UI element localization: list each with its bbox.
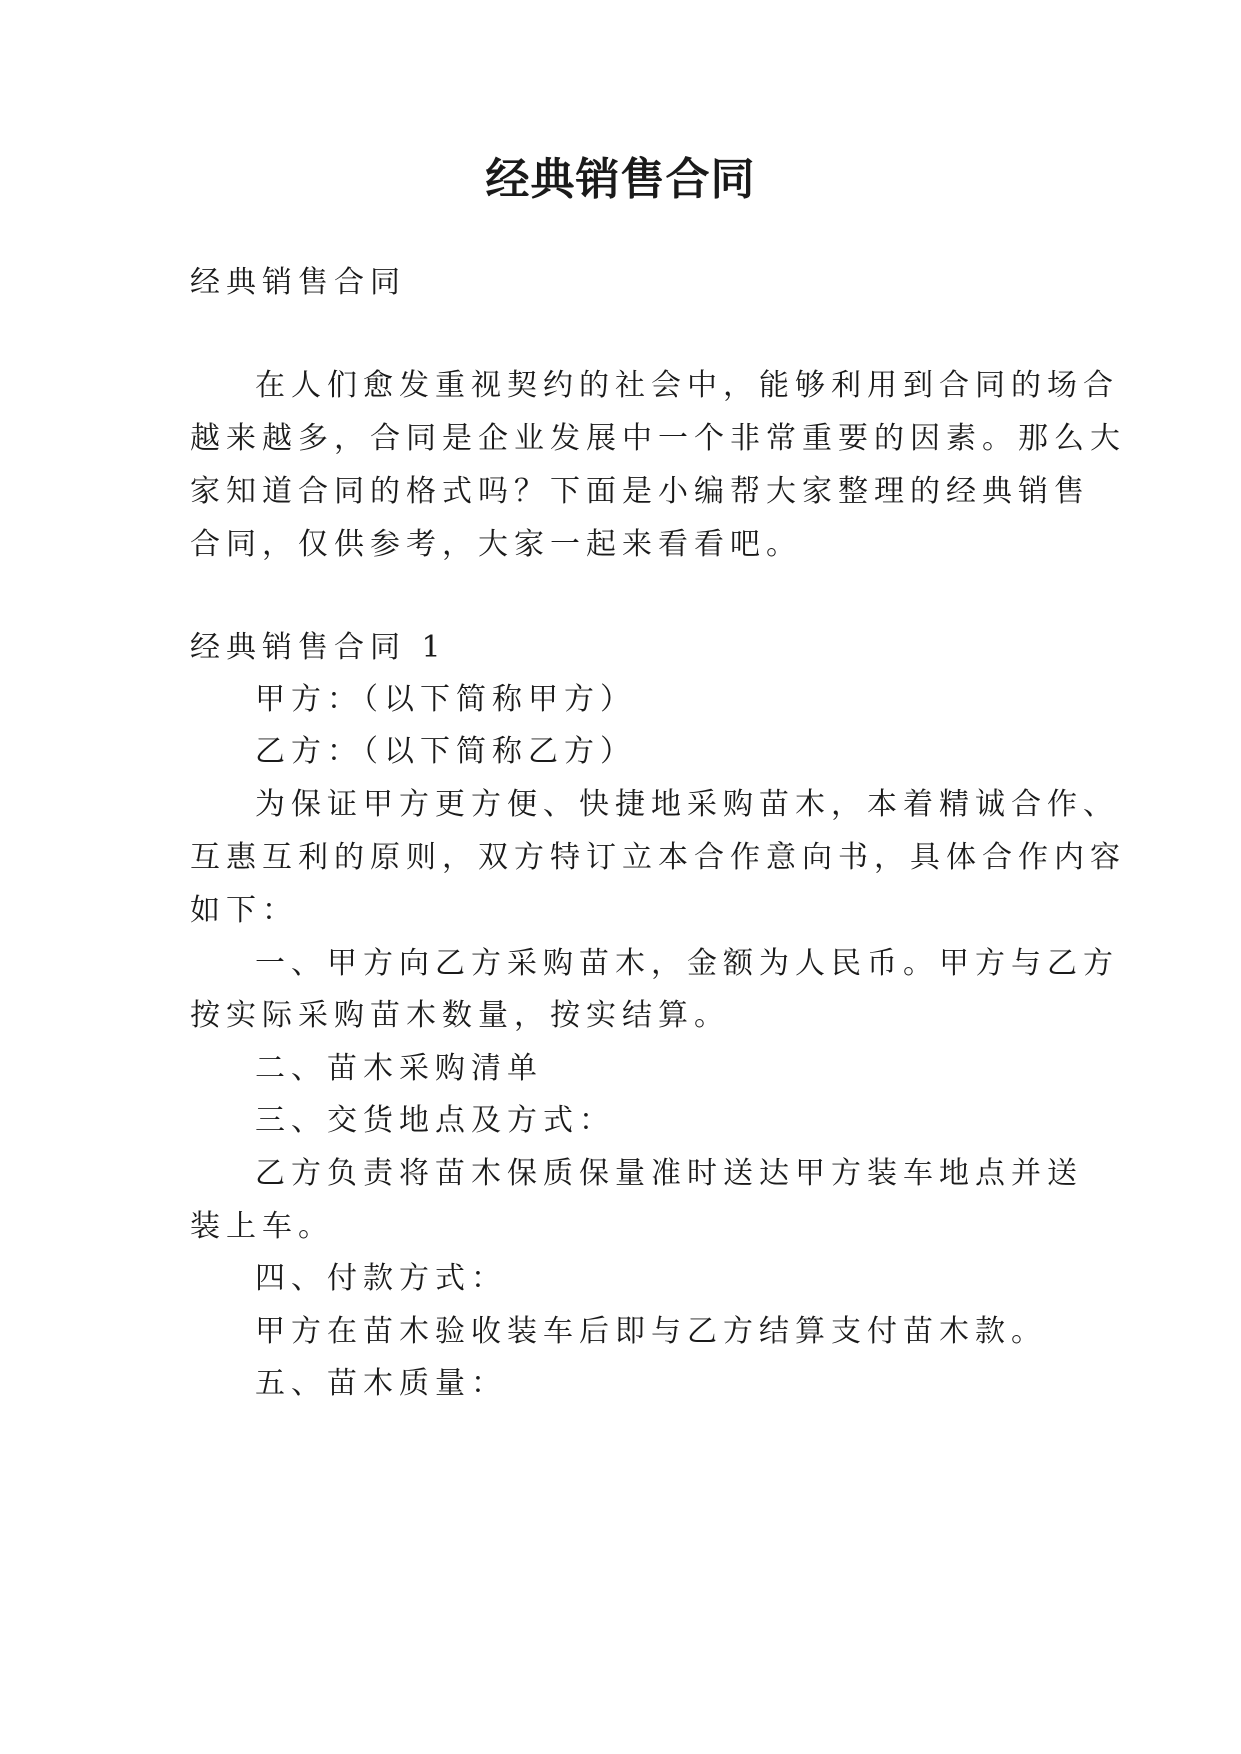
- party-b: 乙方：（以下简称乙方）: [255, 734, 636, 769]
- clause-1-line: 按实际采购苗木数量，按实结算。: [190, 998, 730, 1033]
- clause-3-body: 乙方负责将苗木保质保量准时送达甲方装车地点并送: [255, 1156, 1083, 1191]
- intro-line: 家知道合同的格式吗？下面是小编帮大家整理的经典销售: [190, 474, 1090, 509]
- purpose-line: 如下：: [190, 893, 298, 928]
- clause-3-title: 三、交货地点及方式：: [255, 1103, 615, 1138]
- intro-line: 合同，仅供参考，大家一起来看看吧。: [190, 527, 802, 562]
- intro-line: 在人们愈发重视契约的社会中，能够利用到合同的场合: [255, 368, 1119, 403]
- clause-4-title: 四、付款方式：: [255, 1261, 507, 1296]
- purpose-line: 互惠互利的原则，双方特订立本合作意向书，具体合作内容: [190, 840, 1126, 875]
- clause-4-body: 甲方在苗木验收装车后即与乙方结算支付苗木款。: [255, 1314, 1047, 1349]
- document-title: 经典销售合同: [485, 154, 756, 205]
- clause-3-body: 装上车。: [190, 1209, 334, 1244]
- clause-5-title: 五、苗木质量：: [255, 1366, 507, 1401]
- purpose-line: 为保证甲方更方便、快捷地采购苗木，本着精诚合作、: [255, 787, 1119, 822]
- party-a: 甲方：（以下简称甲方）: [255, 682, 636, 717]
- section-heading: 经典销售合同 1: [190, 630, 447, 665]
- intro-line: 越来越多，合同是企业发展中一个非常重要的因素。那么大: [190, 421, 1126, 456]
- document-subtitle: 经典销售合同: [190, 265, 406, 300]
- clause-1-line: 一、甲方向乙方采购苗木，金额为人民币。甲方与乙方: [255, 946, 1119, 981]
- clause-2: 二、苗木采购清单: [255, 1051, 543, 1086]
